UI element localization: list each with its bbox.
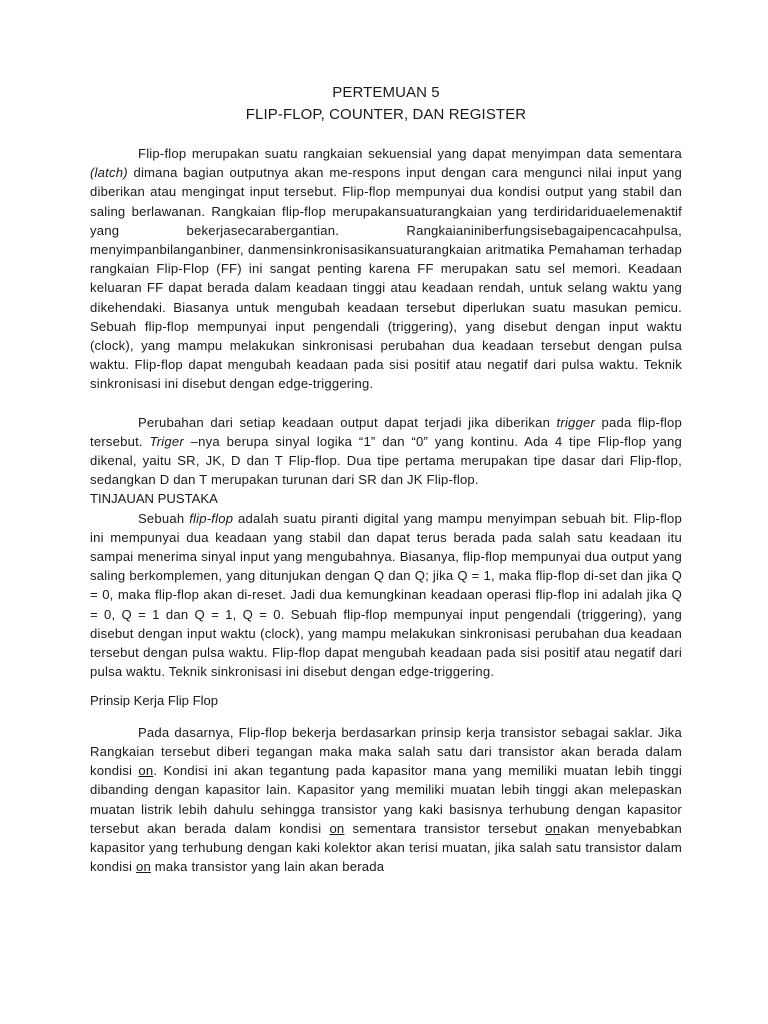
- underlined-term-on: on: [136, 859, 151, 875]
- paragraph-intro: [90, 144, 682, 394]
- text-run: –nya berupa sinyal logika “1” dan “0” yang kontinu. Ada 4 tipe Flip-flop yang dikenal, yaitu SR, JK, D dan T Flip-flop. Dua tipe pertama merupakan tipe dasar dari Flip-flop, sedangkan D dan T merupakan turunan dari SR dan JK Flip-flop.: [90, 433, 682, 488]
- text-run: Perubahan dari setiap keadaan output dapat terjadi jika diberikan: [138, 414, 557, 430]
- doc-title-line-2: FLIP-FLOP, COUNTER, DAN REGISTER: [245, 106, 527, 123]
- italic-term-triger: Triger: [149, 433, 184, 449]
- italic-term-flip-flop: flip-flop: [189, 510, 234, 526]
- doc-title-line-1: PERTEMUAN 5: [332, 84, 440, 101]
- paragraph-tinjauan: [90, 509, 682, 682]
- paragraph-prinsip: [90, 723, 682, 877]
- text-run: sementara transistor tersebut: [344, 820, 546, 836]
- text-run: Sebuah: [138, 510, 190, 526]
- underlined-term-on: on: [138, 763, 154, 779]
- text-run: akan menyebabkan kapasitor yang terhubung dengan kaki kolektor akan terisi muatan, jika salah satu transistor dalam kondisi: [90, 820, 682, 875]
- underlined-term-on: on: [545, 820, 561, 836]
- heading-tinjauan-pustaka: TINJAUAN PUSTAKA: [90, 491, 218, 507]
- italic-term-latch: (latch): [90, 165, 128, 181]
- text-run: . Kondisi ini akan tegantung pada kapasitor mana yang memiliki muatan lebih tinggi dibanding dengan kapasitor lain. Kapasitor yang memiliki muatan lebih tinggi akan melepaskan muatan listrik lebih dahulu sehingga transistor yang kaki basisnya terhubung dengan kapasitor tersebut akan berada dalam kondisi: [90, 763, 682, 836]
- text-run: Flip-flop merupakan suatu rangkaian sekuensial yang dapat menyimpan data sementara: [138, 146, 682, 161]
- text-run: pada flip-flop tersebut.: [90, 414, 682, 449]
- paragraph-gap: [90, 394, 682, 413]
- text-run: dimana bagian outputnya akan me-respons input dengan cara mengunci nilai input yang diberikan atau mengingat input tersebut. Flip-flop mempunyai dua kondisi output yang stabil dan saling berlawanan. Rangkaian flip-flop merupakansuaturangkaian yang terdiridariduaelemenaktif yang bekerjasecarabergantian. Rangkaianiniberfungsisebagaipencacahpulsa, menyimpanbilanganbiner, danmensinkronisasikansuaturangkaian aritmatika Pemahaman terhadap rangkaian Flip-Flop (FF) ini sangat penting karena FF merupakan satu sel memori. Keadaan keluaran FF dapat berada dalam keadaan tinggi atau keadaan rendah, untuk selang waktu yang dikehendaki. Biasanya untuk mengubah keadaan tersebut diperlukan suatu masukan pemicu. Sebuah flip-flop mempunyai input pengendali (triggering), yang disebut dengan input waktu (clock), yang mampu melakukan sinkronisasi perubahan dua keadaan tersebut dengan pulsa waktu. Flip-flop dapat mengubah keadaan pada sisi positif atau negatif dari pulsa waktu. Teknik sinkronisasi ini disebut dengan edge-triggering.: [90, 165, 682, 392]
- paragraph-trigger: [90, 413, 682, 490]
- text-run: maka transistor yang lain akan berada: [150, 859, 385, 875]
- text-run: Pada dasarnya, Flip-flop bekerja berdasarkan prinsip kerja transistor sebagai saklar. Jika Rangkaian tersebut diberi tegangan maka maka salah satu dari transistor akan berada dalam kondisi: [90, 724, 682, 779]
- text-run: adalah suatu piranti digital yang mampu menyimpan sebuah bit. Flip-flop ini mempunyai dua keadaan yang stabil dan dapat terus berada pada salah satu keadaan itu sampai menerima sinyal input yang mengubahnya. Biasanya, flip-flop mempunyai dua output yang saling berkomplemen, yang ditunjukan dengan Q dan Q; jika Q = 1, maka flip-flop di-set dan jika Q = 0, maka flip-flop akan di-reset. Jadi dua kemungkinan keadaan operasi flip-flop ini adalah jika Q = 0, Q = 1 dan Q = 1, Q = 0. Sebuah flip-flop mempunyai input pengendali (triggering), yang disebut dengan input waktu (clock), yang mampu melakukan sinkronisasi perubahan dua keadaan tersebut dengan pulsa waktu. Flip-flop dapat mengubah keadaan pada sisi positif atau negatif dari pulsa waktu. Teknik sinkronisasi ini disebut dengan edge-triggering.: [90, 510, 683, 680]
- underlined-term-on: on: [329, 820, 345, 836]
- heading-prinsip-kerja: Prinsip Kerja Flip Flop: [90, 693, 219, 709]
- italic-term-trigger: trigger: [556, 414, 596, 430]
